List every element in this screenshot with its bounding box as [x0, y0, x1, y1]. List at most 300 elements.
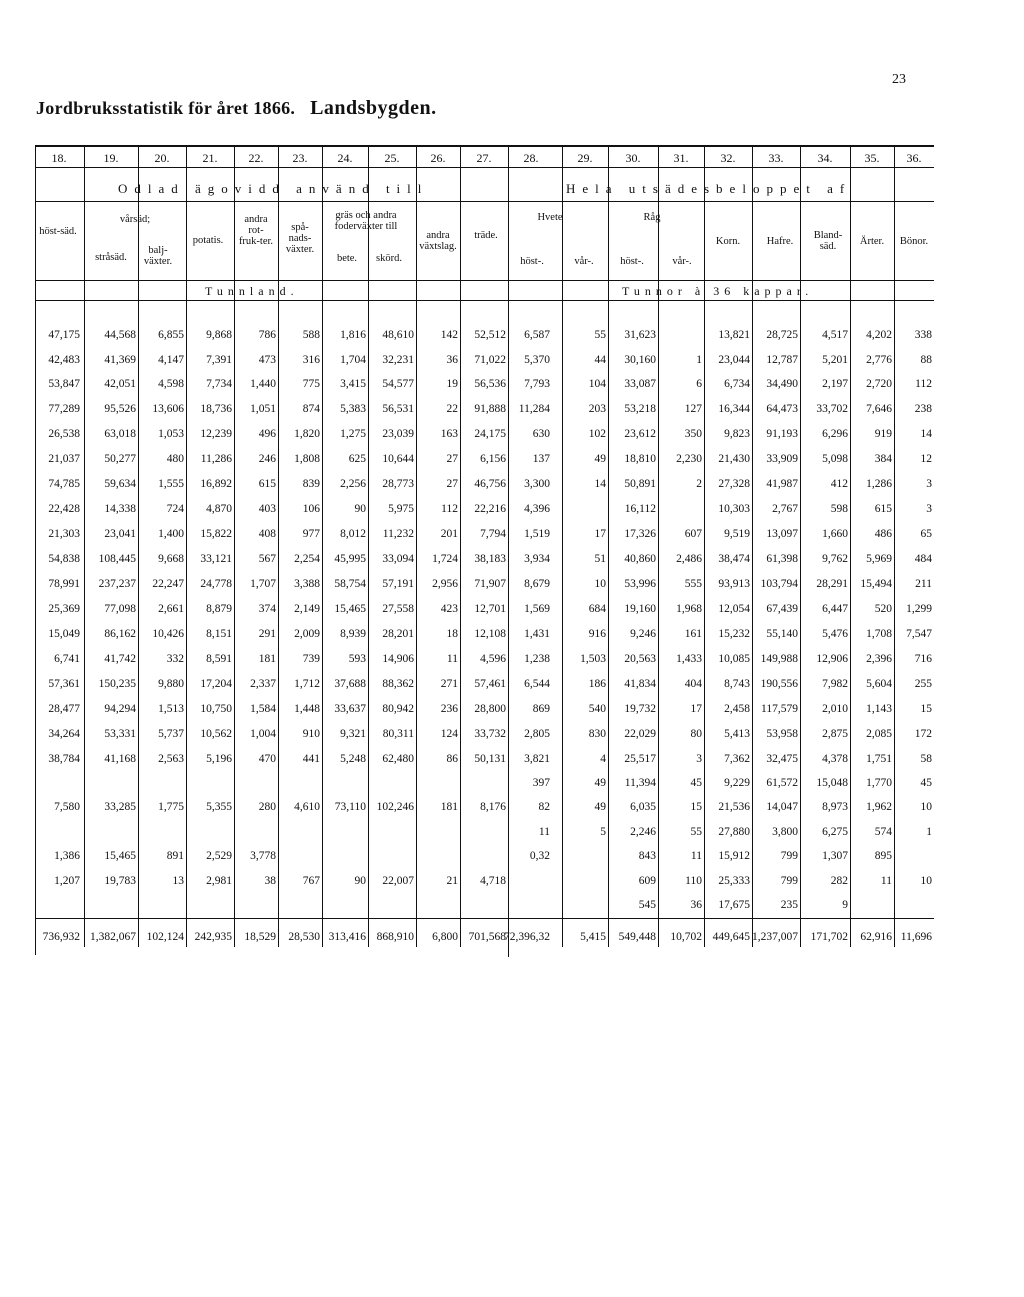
table-cell: 45 [690, 777, 702, 789]
table-cell: 63,018 [104, 428, 136, 440]
table-cell: 38,474 [718, 553, 750, 565]
table-cell: 33,285 [104, 801, 136, 813]
table-cell: 2,720 [866, 378, 892, 390]
table-cell: 15,465 [104, 850, 136, 862]
table-cell: 41,168 [104, 753, 136, 765]
table-cell: 1,555 [158, 478, 184, 490]
table-cell: 9 [842, 899, 848, 911]
table-cell: 6,296 [822, 428, 848, 440]
table-cell: 16,112 [624, 503, 656, 515]
table-cell: 5,355 [206, 801, 232, 813]
table-cell: 112 [441, 503, 458, 515]
group-header-right: Hela utsädesbeloppet af [566, 181, 852, 196]
table-cell: 1,660 [822, 528, 848, 540]
table-cell: 8,176 [480, 801, 506, 813]
table-cell: 13,606 [152, 403, 184, 415]
total-cell: 1,382,067 [90, 931, 136, 943]
table-cell: 2,396 [866, 653, 892, 665]
header-varsad: vårsäd; [119, 214, 151, 225]
table-cell: 50,131 [474, 753, 506, 765]
table-cell: 235 [780, 899, 798, 911]
table-cell: 127 [684, 403, 702, 415]
table-cell: 24,175 [474, 428, 506, 440]
table-cell: 12,108 [474, 628, 506, 640]
table-cell: 15,465 [334, 603, 366, 615]
table-cell: 11 [880, 875, 892, 887]
table-cell: 4 [600, 753, 606, 765]
table-cell: 2 [696, 478, 702, 490]
table-cell: 874 [302, 403, 320, 415]
table-cell: 5,196 [206, 753, 232, 765]
table-cell: 27,880 [718, 826, 750, 838]
table-cell: 1 [696, 354, 702, 366]
table-cell: 28,773 [382, 478, 414, 490]
table-cell: 7,982 [822, 678, 848, 690]
header-bonor: Bönor. [899, 236, 929, 247]
table-cell: 56,531 [382, 403, 414, 415]
table-cell: 441 [302, 753, 320, 765]
table-cell: 33,121 [200, 553, 232, 565]
table-cell: 5,370 [524, 354, 550, 366]
table-cell: 6,587 [524, 329, 550, 341]
table-cell: 108,445 [98, 553, 136, 565]
table-cell: 5,413 [724, 728, 750, 740]
table-cell: 1,503 [580, 653, 606, 665]
table-cell: 4,147 [158, 354, 184, 366]
table-cell: 95,526 [104, 403, 136, 415]
table-cell: 19,732 [624, 703, 656, 715]
table-cell: 2,085 [866, 728, 892, 740]
table-cell: 161 [684, 628, 702, 640]
table-cell: 181 [440, 801, 458, 813]
table-cell: 102 [588, 428, 606, 440]
column-number: 20. [154, 151, 170, 165]
table-cell: 1,386 [54, 850, 80, 862]
table-cell: 10,303 [718, 503, 750, 515]
table-cell: 545 [638, 899, 656, 911]
table-cell: 9,519 [724, 528, 750, 540]
table-cell: 11,394 [624, 777, 656, 789]
column-divider [608, 147, 609, 947]
table-cell: 15,494 [860, 578, 892, 590]
table-cell: 2,149 [294, 603, 320, 615]
table-cell: 484 [914, 553, 932, 565]
table-cell: 3 [926, 478, 932, 490]
table-cell: 50,277 [104, 453, 136, 465]
table-cell: 11,284 [518, 403, 550, 415]
table-cell: 684 [588, 603, 606, 615]
table-cell: 6,855 [158, 329, 184, 341]
table-cell: 2,458 [724, 703, 750, 715]
table-cell: 42,483 [48, 354, 80, 366]
table-cell: 5,476 [822, 628, 848, 640]
table-cell: 7,391 [206, 354, 232, 366]
total-cell: 171,702 [810, 931, 848, 943]
table-cell: 2,486 [676, 553, 702, 565]
table-cell: 237,237 [98, 578, 136, 590]
table-cell: 2,256 [340, 478, 366, 490]
table-cell: 33,087 [624, 378, 656, 390]
table-cell: 496 [258, 428, 276, 440]
table-cell: 5,969 [866, 553, 892, 565]
table-cell: 62,480 [382, 753, 414, 765]
table-cell: 19,783 [104, 875, 136, 887]
table-cell: 4,718 [480, 875, 506, 887]
column-number: 21. [202, 151, 218, 165]
table-cell: 1,704 [340, 354, 366, 366]
table-cell: 2,337 [250, 678, 276, 690]
table-cell: 2,776 [866, 354, 892, 366]
table-cell: 47,175 [48, 329, 80, 341]
header-rag-host: höst-. [620, 256, 644, 267]
total-cell: 72,396,32 [504, 931, 550, 943]
table-cell: 593 [348, 653, 366, 665]
total-cell: 313,416 [328, 931, 366, 943]
table-cell: 6,741 [54, 653, 80, 665]
table-cell: 21,303 [48, 528, 80, 540]
table-cell: 1,053 [158, 428, 184, 440]
group-header-left: Odlad ägovidd använd till [118, 181, 429, 196]
table-cell: 830 [588, 728, 606, 740]
column-divider [322, 147, 323, 947]
table-cell: 26,538 [48, 428, 80, 440]
table-cell: 7,580 [54, 801, 80, 813]
table-cell: 555 [684, 578, 702, 590]
table-cell: 91,193 [766, 428, 798, 440]
table-cell: 149,988 [760, 653, 798, 665]
table-cell: 41,987 [766, 478, 798, 490]
column-divider [850, 147, 851, 947]
table-cell: 9,823 [724, 428, 750, 440]
table-cell: 1,238 [524, 653, 550, 665]
table-cell: 1,448 [294, 703, 320, 715]
table-cell: 1,770 [866, 777, 892, 789]
header-korn: Korn. [715, 236, 741, 247]
column-divider [800, 147, 801, 947]
table-cell: 23,039 [382, 428, 414, 440]
table-cell: 4,396 [524, 503, 550, 515]
table-cell: 246 [258, 453, 276, 465]
table-cell: 7,646 [866, 403, 892, 415]
total-cell: 868,910 [376, 931, 414, 943]
table-cell: 41,742 [104, 653, 136, 665]
table-cell: 34,490 [766, 378, 798, 390]
table-cell: 103,794 [760, 578, 798, 590]
column-number: 36. [906, 151, 922, 165]
table-cell: 919 [874, 428, 892, 440]
table-cell: 12 [920, 453, 932, 465]
table-cell: 1,440 [250, 378, 276, 390]
table-cell: 78,991 [48, 578, 80, 590]
header-andra-vaxtslag: andra växtslag. [419, 230, 457, 252]
table-cell: 33,732 [474, 728, 506, 740]
table-cell: 630 [532, 428, 550, 440]
table-cell: 201 [440, 528, 458, 540]
table-cell: 4,870 [206, 503, 232, 515]
table-cell: 4,610 [294, 801, 320, 813]
table-cell: 7,547 [906, 628, 932, 640]
table-cell: 19 [446, 378, 458, 390]
table-cell: 9,762 [822, 553, 848, 565]
table-cell: 15,048 [816, 777, 848, 789]
table-cell: 58,754 [334, 578, 366, 590]
table-cell: 80,942 [382, 703, 414, 715]
table-cell: 77,289 [48, 403, 80, 415]
table-cell: 9,880 [158, 678, 184, 690]
table-cell: 843 [638, 850, 656, 862]
table-cell: 94,294 [104, 703, 136, 715]
table-cell: 13,097 [766, 528, 798, 540]
table-cell: 3,934 [524, 553, 550, 565]
page-subtitle: Landsbygden. [310, 97, 437, 119]
table-cell: 28,800 [474, 703, 506, 715]
table-cell: 6,035 [630, 801, 656, 813]
table-cell: 408 [258, 528, 276, 540]
table-cell: 5 [600, 826, 606, 838]
table-cell: 480 [166, 453, 184, 465]
table-cell: 42,051 [104, 378, 136, 390]
table-cell: 625 [348, 453, 366, 465]
table-cell: 739 [302, 653, 320, 665]
table-cell: 2,254 [294, 553, 320, 565]
table-cell: 124 [440, 728, 458, 740]
table-cell: 137 [532, 453, 550, 465]
table-cell: 16,344 [718, 403, 750, 415]
total-cell: 5,415 [580, 931, 606, 943]
total-cell: 11,696 [900, 931, 932, 943]
table-cell: 8,879 [206, 603, 232, 615]
table-cell: 91,888 [474, 403, 506, 415]
header-hafre: Hafre. [766, 236, 794, 247]
column-number: 30. [625, 151, 641, 165]
table-cell: 49 [594, 777, 606, 789]
table-cell: 2,956 [432, 578, 458, 590]
table-cell: 9,246 [630, 628, 656, 640]
table-cell: 142 [440, 329, 458, 341]
table-cell: 1,431 [524, 628, 550, 640]
table-cell: 5,604 [866, 678, 892, 690]
table-cell: 30,160 [624, 354, 656, 366]
table-cell: 1,004 [250, 728, 276, 740]
total-cell: 102,124 [146, 931, 184, 943]
table-cell: 13,821 [718, 329, 750, 341]
table-cell: 53,996 [624, 578, 656, 590]
table-cell: 2,230 [676, 453, 702, 465]
table-cell: 28,291 [816, 578, 848, 590]
table-cell: 1,143 [866, 703, 892, 715]
table-cell: 9,229 [724, 777, 750, 789]
table-cell: 2,767 [772, 503, 798, 515]
table-cell: 86,162 [104, 628, 136, 640]
column-divider [186, 147, 187, 947]
column-number: 33. [768, 151, 784, 165]
column-divider [35, 145, 36, 955]
table-cell: 117,579 [761, 703, 798, 715]
table-cell: 5,383 [340, 403, 366, 415]
table-cell: 891 [166, 850, 184, 862]
total-cell: 736,932 [42, 931, 80, 943]
table-cell: 403 [258, 503, 276, 515]
table-cell: 27,328 [718, 478, 750, 490]
table-cell: 71,022 [474, 354, 506, 366]
table-cell: 14,338 [104, 503, 136, 515]
total-cell: 701,568 [468, 931, 506, 943]
table-cell: 598 [830, 503, 848, 515]
table-cell: 2,529 [206, 850, 232, 862]
table-cell: 37,688 [334, 678, 366, 690]
table-cell: 3,778 [250, 850, 276, 862]
table-cell: 9,321 [340, 728, 366, 740]
table-cell: 46,756 [474, 478, 506, 490]
table-cell: 203 [588, 403, 606, 415]
table-cell: 56,536 [474, 378, 506, 390]
table-cell: 8,151 [206, 628, 232, 640]
column-number: 26. [430, 151, 446, 165]
table-cell: 1,968 [676, 603, 702, 615]
table-cell: 17,675 [718, 899, 750, 911]
table-cell: 236 [440, 703, 458, 715]
table-cell: 90 [354, 875, 366, 887]
table-cell: 54,838 [48, 553, 80, 565]
column-number: 34. [817, 151, 833, 165]
table-cell: 10,562 [200, 728, 232, 740]
table-cell: 615 [258, 478, 276, 490]
table-cell: 1,816 [340, 329, 366, 341]
column-number: 28. [523, 151, 539, 165]
table-cell: 2,010 [822, 703, 848, 715]
table-cell: 23,612 [624, 428, 656, 440]
table-cell: 3,415 [340, 378, 366, 390]
table-cell: 17 [690, 703, 702, 715]
total-cell: 1,237,007 [752, 931, 798, 943]
unit-right: Tunnor à 36 kappar. [622, 284, 814, 298]
table-cell: 21,430 [718, 453, 750, 465]
table-cell: 82 [538, 801, 550, 813]
table-cell: 588 [302, 329, 320, 341]
table-cell: 574 [874, 826, 892, 838]
table-cell: 10 [594, 578, 606, 590]
table-cell: 67,439 [766, 603, 798, 615]
column-divider [894, 147, 895, 947]
table-cell: 724 [166, 503, 184, 515]
table-cell: 6,544 [524, 678, 550, 690]
table-cell: 15 [920, 703, 932, 715]
table-cell: 839 [302, 478, 320, 490]
table-cell: 895 [874, 850, 892, 862]
table-cell: 716 [914, 653, 932, 665]
table-cell: 7,793 [524, 378, 550, 390]
table-cell: 280 [258, 801, 276, 813]
header-hvete: Hvete [537, 212, 563, 223]
table-cell: 1,751 [866, 753, 892, 765]
column-divider [752, 147, 753, 947]
table-cell: 25,369 [48, 603, 80, 615]
table-cell: 80,311 [382, 728, 414, 740]
table-cell: 21,536 [718, 801, 750, 813]
header-bete: bete. [336, 253, 358, 264]
table-cell: 7,362 [724, 753, 750, 765]
table-cell: 27 [446, 453, 458, 465]
table-cell: 11 [446, 653, 458, 665]
table-cell: 4,202 [866, 329, 892, 341]
table-cell: 12,054 [718, 603, 750, 615]
column-divider [278, 147, 279, 947]
header-hvete-host: höst-. [520, 256, 544, 267]
table-cell: 74,785 [48, 478, 80, 490]
table-cell: 11,232 [382, 528, 414, 540]
table-cell: 33,702 [816, 403, 848, 415]
table-cell: 1,286 [866, 478, 892, 490]
table-cell: 350 [684, 428, 702, 440]
column-number: 29. [577, 151, 593, 165]
table-cell: 20,563 [624, 653, 656, 665]
table-cell: 36 [690, 899, 702, 911]
table-cell: 16,892 [200, 478, 232, 490]
header-trade: träde. [474, 230, 498, 241]
table-cell: 57,461 [474, 678, 506, 690]
table-cell: 1,051 [250, 403, 276, 415]
table-cell: 1,299 [906, 603, 932, 615]
table-cell: 25,517 [624, 753, 656, 765]
table-cell: 25,333 [718, 875, 750, 887]
table-cell: 9,668 [158, 553, 184, 565]
table-cell: 12,239 [200, 428, 232, 440]
table-cell: 609 [638, 875, 656, 887]
table-cell: 6,734 [724, 378, 750, 390]
table-cell: 38 [264, 875, 276, 887]
table-cell: 18 [446, 628, 458, 640]
column-divider [368, 147, 369, 947]
table-cell: 31,623 [624, 329, 656, 341]
column-divider [704, 147, 705, 947]
table-cell: 14,906 [382, 653, 414, 665]
table-cell: 11 [538, 826, 550, 838]
table-cell: 24,778 [200, 578, 232, 590]
table-cell: 775 [302, 378, 320, 390]
column-number: 27. [476, 151, 492, 165]
column-divider [138, 147, 139, 947]
header-strasad: stråsäd. [95, 252, 127, 263]
table-cell: 23,041 [104, 528, 136, 540]
table-cell: 3,388 [294, 578, 320, 590]
table-cell: 27,558 [382, 603, 414, 615]
table-cell: 15,232 [718, 628, 750, 640]
table-cell: 8,973 [822, 801, 848, 813]
table-cell: 15,822 [200, 528, 232, 540]
table-cell: 10,085 [718, 653, 750, 665]
table-cell: 57,361 [48, 678, 80, 690]
table-cell: 15,049 [48, 628, 80, 640]
table-cell: 473 [258, 354, 276, 366]
table-cell: 1,707 [250, 578, 276, 590]
table-cell: 14 [594, 478, 606, 490]
table-cell: 32,475 [766, 753, 798, 765]
table-cell: 4,517 [822, 329, 848, 341]
table-cell: 12,906 [816, 653, 848, 665]
table-cell: 36 [446, 354, 458, 366]
table-cell: 2,563 [158, 753, 184, 765]
table-cell: 15,912 [718, 850, 750, 862]
header-baljvaxter: balj-växter. [143, 245, 173, 267]
column-divider [416, 147, 417, 947]
table-cell: 44 [594, 354, 606, 366]
table-cell: 55,140 [766, 628, 798, 640]
table-cell: 88 [920, 354, 932, 366]
table-cell: 34,264 [48, 728, 80, 740]
table-cell: 3,800 [772, 826, 798, 838]
table-cell: 520 [874, 603, 892, 615]
table-cell: 23,044 [718, 354, 750, 366]
